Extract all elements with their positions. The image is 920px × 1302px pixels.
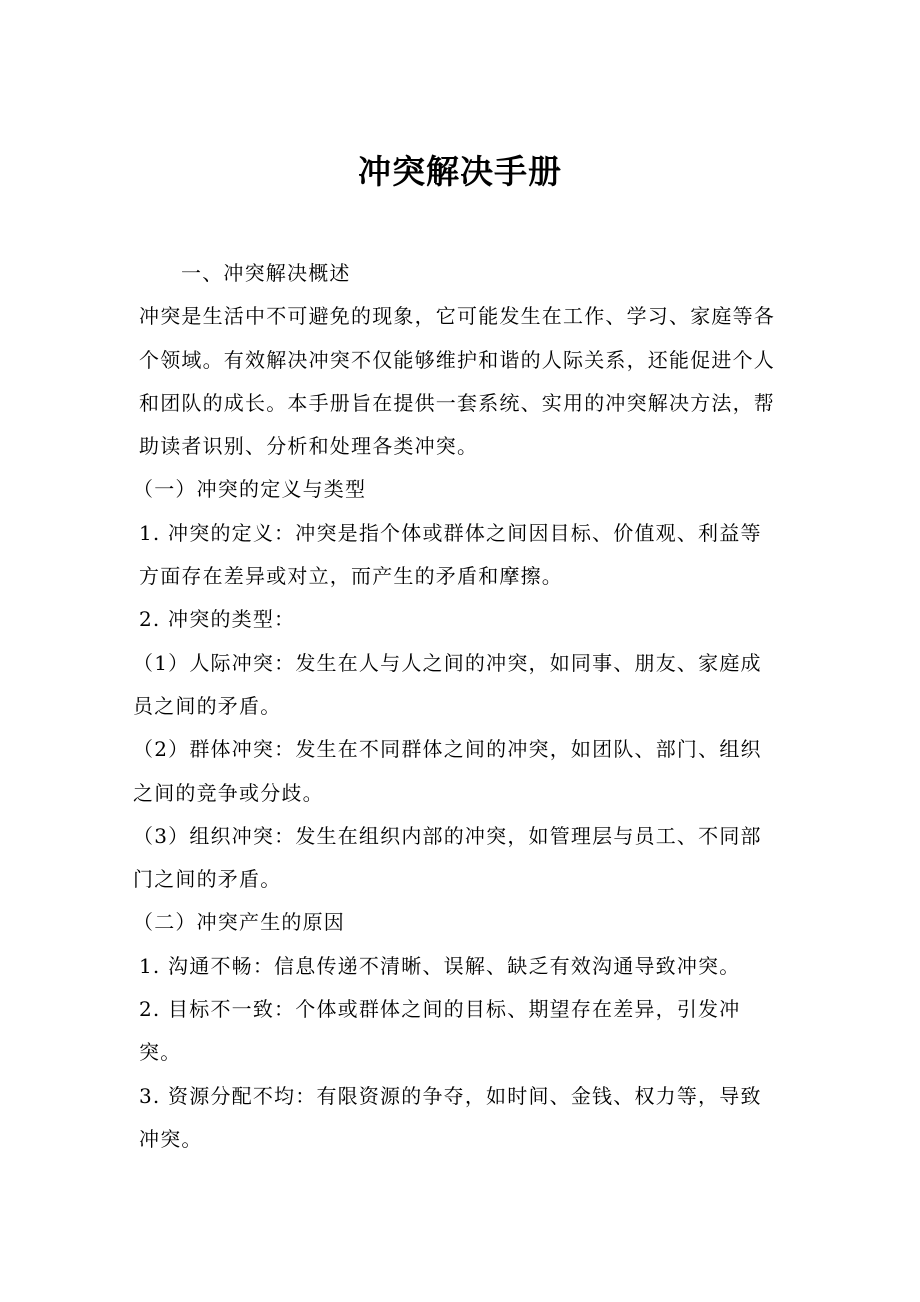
list-item-definition: 1. 冲突的定义：冲突是指个体或群体之间因目标、价值观、利益等方面存在差异或对立，而产生的矛盾和摩擦。	[139, 520, 762, 589]
subsection-heading-causes: （二）冲突产生的原因	[133, 910, 345, 935]
subsection-heading-definition: （一）冲突的定义与类型	[133, 477, 367, 502]
list-item-organization: （3）组织冲突：发生在组织内部的冲突，如管理层与员工、不同部门之间的矛盾。	[133, 823, 762, 892]
list-item-interpersonal: （1）人际冲突：发生在人与人之间的冲突，如同事、朋友、家庭成员之间的矛盾。	[133, 650, 762, 718]
list-item-group: （2）群体冲突：发生在不同群体之间的冲突，如团队、部门、组织之间的竞争或分歧。	[133, 737, 762, 805]
document-title: 冲突解决手册	[358, 152, 562, 191]
list-item-communication: 1. 沟通不畅：信息传递不清晰、误解、缺乏有效沟通导致冲突。	[139, 953, 741, 978]
list-item-resources: 3. 资源分配不均：有限资源的争夺，如时间、金钱、权力等，导致冲突。	[139, 1083, 762, 1151]
list-item-types: 2. 冲突的类型：	[139, 607, 296, 632]
paragraph-intro: 冲突是生活中不可避免的现象，它可能发生在工作、学习、家庭等各个领域。有效解决冲突不仅能够维护和谐的人际关系，还能促进个人和团队的成长。本手册旨在提供一套系统、实用的冲突解决方法，帮助读者识别、分析和处理各类冲突。	[139, 304, 775, 459]
section-heading-overview: 一、冲突解决概述	[181, 261, 351, 285]
list-item-goals: 2. 目标不一致：个体或群体之间的目标、期望存在差异，引发冲突。	[139, 997, 741, 1065]
document-body	[133, 252, 781, 1161]
